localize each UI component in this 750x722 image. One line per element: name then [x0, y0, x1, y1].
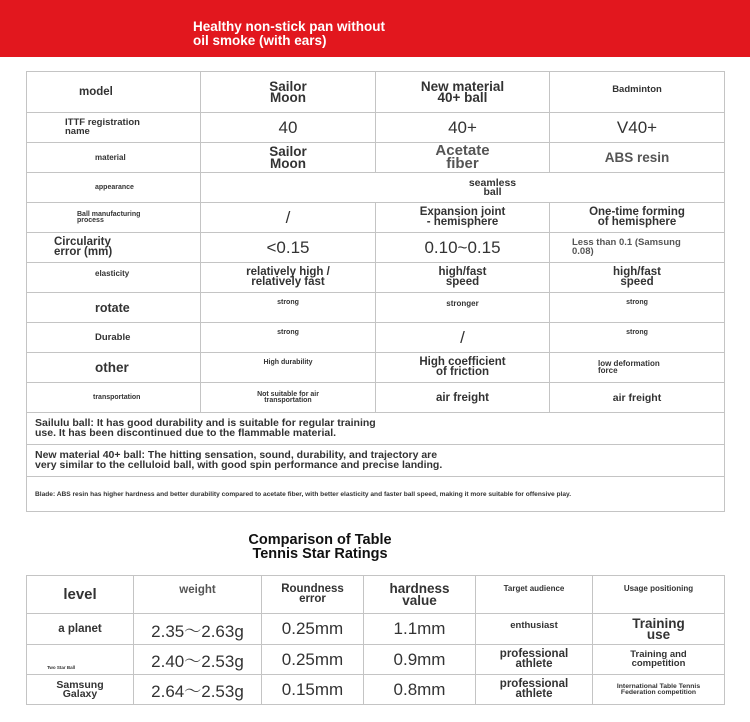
table-cell: High coefficient of friction — [376, 353, 550, 383]
column-header-level: level — [27, 576, 134, 614]
hardness-cell: 1.1mm — [364, 614, 476, 645]
roundness-cell: 0.25mm — [262, 645, 364, 675]
level-cell: a planet — [27, 614, 134, 645]
table-row — [27, 383, 725, 413]
column-header-roundness: Roundness error — [262, 576, 364, 614]
usage-cell: International Table Tennis Federation competition — [593, 675, 725, 705]
table-row — [27, 113, 725, 143]
table-cell: High durability — [201, 353, 376, 383]
row-label: Durable — [27, 323, 201, 353]
table-cell: low deformation force — [550, 353, 725, 383]
row-label: appearance — [27, 173, 201, 203]
audience-cell: professional athlete — [476, 645, 593, 675]
row-label: rotate — [27, 293, 201, 323]
table-row — [27, 173, 725, 203]
table-cell: Not suitable for air transportation — [201, 383, 376, 413]
table-cell: relatively high / relatively fast — [201, 263, 376, 293]
usage-cell: Training use — [593, 614, 725, 645]
table-cell: One-time forming of hemisphere — [550, 203, 725, 233]
table-cell: <0.15 — [201, 233, 376, 263]
table-row — [27, 233, 725, 263]
table-cell: stronger — [376, 293, 550, 323]
note-blade-abs: Blade: ABS resin has higher hardness and better durability compared to acetate fiber, with better elasticity and faster ball speed, making it more suitable for offensive play. — [27, 477, 725, 512]
table-cell: high/fast speed — [550, 263, 725, 293]
table-cell: high/fast speed — [376, 263, 550, 293]
note-row — [27, 445, 725, 477]
audience-cell: enthusiast — [476, 614, 593, 645]
note-row — [27, 413, 725, 445]
table-cell: Less than 0.1 (Samsung 0.08) — [550, 233, 725, 263]
table-row — [27, 143, 725, 173]
banner-title: Healthy non-stick pan without oil smoke (with ears) — [193, 19, 386, 48]
table-cell: 0.10~0.15 — [376, 233, 550, 263]
table-row — [27, 353, 725, 383]
note-sailulu-ball: Sailulu ball: It has good durability and is suitable for regular training use. It has been discontinued due to the flammable material. — [27, 413, 725, 445]
ratings-section-title: Comparison of Table Tennis Star Ratings — [248, 532, 392, 562]
spec-comparison-table — [26, 71, 725, 512]
table-header-row — [27, 72, 725, 113]
row-label: Circularity error (mm) — [27, 233, 201, 263]
table-cell: V40+ — [550, 113, 725, 143]
table-cell: Acetate fiber — [376, 143, 550, 173]
table-row — [27, 675, 725, 705]
row-label: ITTF registration name — [27, 113, 201, 143]
table-cell: strong — [550, 323, 725, 353]
column-header-hardness: hardness value — [364, 576, 476, 614]
table-row — [27, 645, 725, 675]
table-cell: Expansion joint - hemisphere — [376, 203, 550, 233]
table-cell-merged: seamless ball — [201, 173, 725, 203]
column-header-usage-positioning: Usage positioning — [593, 576, 725, 614]
roundness-cell: 0.25mm — [262, 614, 364, 645]
audience-cell: professional athlete — [476, 675, 593, 705]
row-label: other — [27, 353, 201, 383]
table-cell: ABS resin — [550, 143, 725, 173]
row-label: model — [27, 72, 201, 113]
header-banner — [0, 0, 750, 57]
table-row — [27, 203, 725, 233]
table-row — [27, 323, 725, 353]
row-label: transportation — [27, 383, 201, 413]
table-cell: air freight — [376, 383, 550, 413]
star-ratings-table — [26, 575, 725, 705]
table-cell: strong — [201, 293, 376, 323]
hardness-cell: 0.8mm — [364, 675, 476, 705]
row-label: Ball manufacturing process — [27, 203, 201, 233]
table-cell: air freight — [550, 383, 725, 413]
table-row — [27, 614, 725, 645]
column-header-badminton: Badminton — [550, 72, 725, 113]
column-header-sailor-moon: Sailor Moon — [201, 72, 376, 113]
table-cell: 40 — [201, 113, 376, 143]
weight-cell: 2.64～2.53g — [134, 675, 262, 705]
table-header-row — [27, 576, 725, 614]
level-cell: Samsung Galaxy — [27, 675, 134, 705]
usage-cell: Training and competition — [593, 645, 725, 675]
roundness-cell: 0.15mm — [262, 675, 364, 705]
note-row — [27, 477, 725, 512]
weight-cell: 2.40～2.53g — [134, 645, 262, 675]
level-cell: Two Star Ball — [27, 645, 134, 675]
weight-cell: 2.35～2.63g — [134, 614, 262, 645]
table-cell: / — [201, 203, 376, 233]
note-new-material-ball: New material 40+ ball: The hitting sensation, sound, durability, and trajectory are very similar to the celluloid ball, with good spin performance and precise landing. — [27, 445, 725, 477]
table-cell: / — [376, 323, 550, 353]
table-cell: strong — [201, 323, 376, 353]
column-header-new-material: New material 40+ ball — [376, 72, 550, 113]
table-cell: 40+ — [376, 113, 550, 143]
table-row — [27, 293, 725, 323]
table-row — [27, 263, 725, 293]
table-cell: Sailor Moon — [201, 143, 376, 173]
column-header-weight: weight — [134, 576, 262, 614]
table-cell: strong — [550, 293, 725, 323]
hardness-cell: 0.9mm — [364, 645, 476, 675]
row-label: elasticity — [27, 263, 201, 293]
column-header-target-audience: Target audience — [476, 576, 593, 614]
row-label: material — [27, 143, 201, 173]
